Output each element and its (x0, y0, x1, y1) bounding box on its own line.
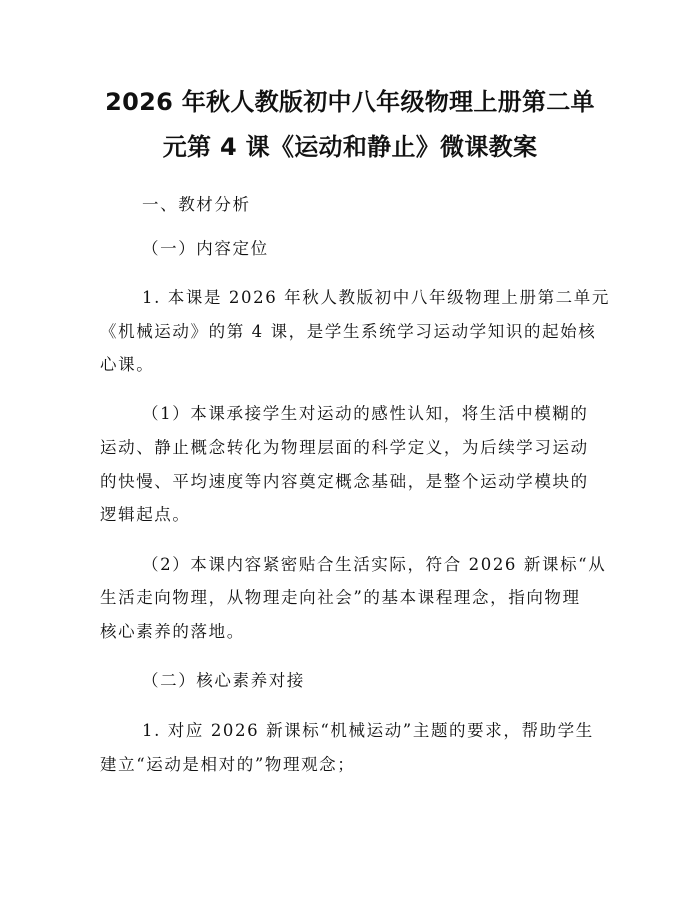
paragraph-1-line-3: 心课。 (100, 355, 155, 374)
paragraph-3-line-3: 核心素养的落地。 (100, 622, 245, 641)
subsection-heading-content-positioning: （一）内容定位 (142, 239, 269, 258)
paragraph-1-line-2: 《机械运动》的第 4 课，是学生系统学习运动学知识的起始核 (100, 322, 597, 341)
paragraph-4-line-2: 建立“运动是相对的”物理观念； (100, 755, 356, 774)
paragraph-4-line-1: 1. 对应 2026 新课标“机械运动”主题的要求，帮助学生 (142, 721, 594, 740)
paragraph-3-line-1: （2）本课内容紧密贴合生活实际，符合 2026 新课标“从 (142, 555, 607, 574)
paragraph-2-line-1: （1）本课承接学生对运动的感性认知，将生活中模糊的 (142, 404, 589, 423)
section-heading-textbook-analysis: 一、教材分析 (142, 195, 251, 214)
paragraph-2-line-2: 运动、静止概念转化为物理层面的科学定义，为后续学习运动 (100, 438, 589, 457)
paragraph-1-line-1: 1. 本课是 2026 年秋人教版初中八年级物理上册第二单元 (142, 288, 610, 307)
subsection-heading-core-literacy: （二）核心素养对接 (142, 671, 305, 690)
document-title-line-1: 2026 年秋人教版初中八年级物理上册第二单 (105, 88, 595, 116)
document-title-line-2: 元第 4 课《运动和静止》微课教案 (162, 133, 538, 161)
paragraph-2-line-4: 逻辑起点。 (100, 505, 191, 524)
paragraph-2-line-3: 的快慢、平均速度等内容奠定概念基础，是整个运动学模块的 (100, 472, 589, 491)
paragraph-3-line-2: 生活走向物理，从物理走向社会”的基本课程理念，指向物理 (100, 588, 581, 607)
